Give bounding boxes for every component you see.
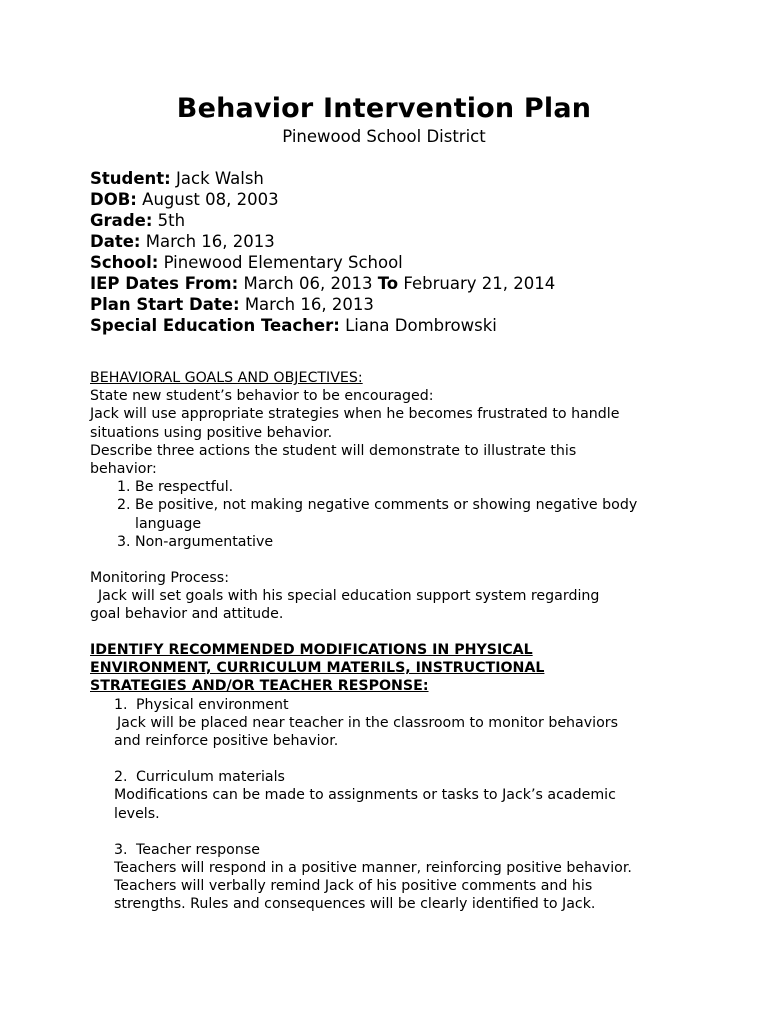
list-item: 1. Be respectful. <box>135 478 710 496</box>
info-value: March 16, 2013 <box>145 232 275 251</box>
info-row-grade <box>90 210 730 231</box>
info-row-teacher <box>90 315 730 336</box>
list-item: 3. Non-argumentative <box>135 533 710 551</box>
modification-title: Teacher response <box>136 841 260 858</box>
modification-line: Teachers will respond in a positive manner, reinforcing positive behavior. <box>114 860 632 877</box>
spacer <box>90 551 710 569</box>
modification-line: Jack will be placed near teacher in the classroom to monitor behaviors <box>117 714 618 731</box>
modification-curriculum-title <box>90 768 710 786</box>
modification-physical-title <box>90 696 710 714</box>
info-value-end: February 21, 2014 <box>403 274 556 293</box>
info-row-school <box>90 252 730 273</box>
goals-heading: BEHAVIORAL GOALS AND OBJECTIVES: <box>90 370 363 386</box>
info-label: School: <box>90 253 159 272</box>
info-value: March 16, 2013 <box>244 295 374 314</box>
info-label-to: To <box>377 274 399 293</box>
info-value: 5th <box>157 211 186 230</box>
modification-title: Physical environment <box>136 696 289 713</box>
goals-prompt-2-line-2: behavior: <box>90 461 157 478</box>
info-label: Special Education Teacher: <box>90 316 340 335</box>
spacer <box>90 823 710 841</box>
info-row-student <box>90 168 730 189</box>
spacer <box>90 750 710 768</box>
goals-section <box>90 369 710 624</box>
modification-title: Curriculum materials <box>136 769 285 786</box>
modifications-section <box>90 641 710 914</box>
monitoring-label: Monitoring Process: <box>90 570 229 587</box>
info-value: Jack Walsh <box>176 169 264 188</box>
info-label: Student: <box>90 169 171 188</box>
document-title: Behavior Intervention Plan <box>176 93 592 124</box>
modifications-heading-line-1: IDENTIFY RECOMMENDED MODIFICATIONS IN PHYSICAL <box>90 642 533 658</box>
modification-line: Teachers will verbally remind Jack of his positive comments and his <box>114 878 593 895</box>
monitoring-line-2: goal behavior and attitude. <box>90 606 284 623</box>
modification-line: and reinforce positive behavior. <box>114 733 339 750</box>
modifications-heading-line-2: ENVIRONMENT, CURRICULUM MATERILS, INSTRUCTIONAL <box>90 660 545 677</box>
goals-prompt-1: State new student’s behavior to be encouraged: <box>90 388 434 405</box>
info-label: Grade: <box>90 211 153 230</box>
info-label: IEP Dates From: <box>90 274 239 293</box>
info-label: DOB: <box>90 190 137 209</box>
modification-number: 3. <box>114 841 128 858</box>
modifications-heading-line-3: STRATEGIES AND/OR TEACHER RESPONSE: <box>90 678 429 695</box>
actions-list <box>90 478 710 551</box>
info-label: Plan Start Date: <box>90 295 240 314</box>
document-subtitle: Pinewood School District <box>282 127 486 146</box>
info-row-date <box>90 231 730 252</box>
info-row-iep-dates <box>90 273 730 294</box>
info-row-dob <box>90 189 730 210</box>
modification-line: levels. <box>114 805 160 822</box>
modification-number: 1. <box>114 696 128 713</box>
info-label: Date: <box>90 232 141 251</box>
list-item: 2. Be positive, not making negative comments or showing negative body language <box>135 496 675 532</box>
info-value: March 06, 2013 <box>243 274 373 293</box>
modification-number: 2. <box>114 769 128 786</box>
modification-line: strengths. Rules and consequences will be clearly identified to Jack. <box>114 896 596 913</box>
monitoring-line-1: Jack will set goals with his special education support system regarding <box>98 588 600 605</box>
behavior-line-2: situations using positive behavior. <box>90 424 333 441</box>
modification-line: Modifications can be made to assignments or tasks to Jack’s academic <box>114 787 616 804</box>
info-value: Liana Dombrowski <box>345 316 497 335</box>
info-value: August 08, 2003 <box>142 190 279 209</box>
student-info-block <box>90 168 730 336</box>
info-value: Pinewood Elementary School <box>163 253 403 272</box>
info-row-plan-start <box>90 294 730 315</box>
behavior-line-1: Jack will use appropriate strategies when he becomes frustrated to handle <box>90 406 620 423</box>
modification-teacher-title <box>90 841 710 859</box>
goals-prompt-2-line-1: Describe three actions the student will demonstrate to illustrate this <box>90 442 577 459</box>
